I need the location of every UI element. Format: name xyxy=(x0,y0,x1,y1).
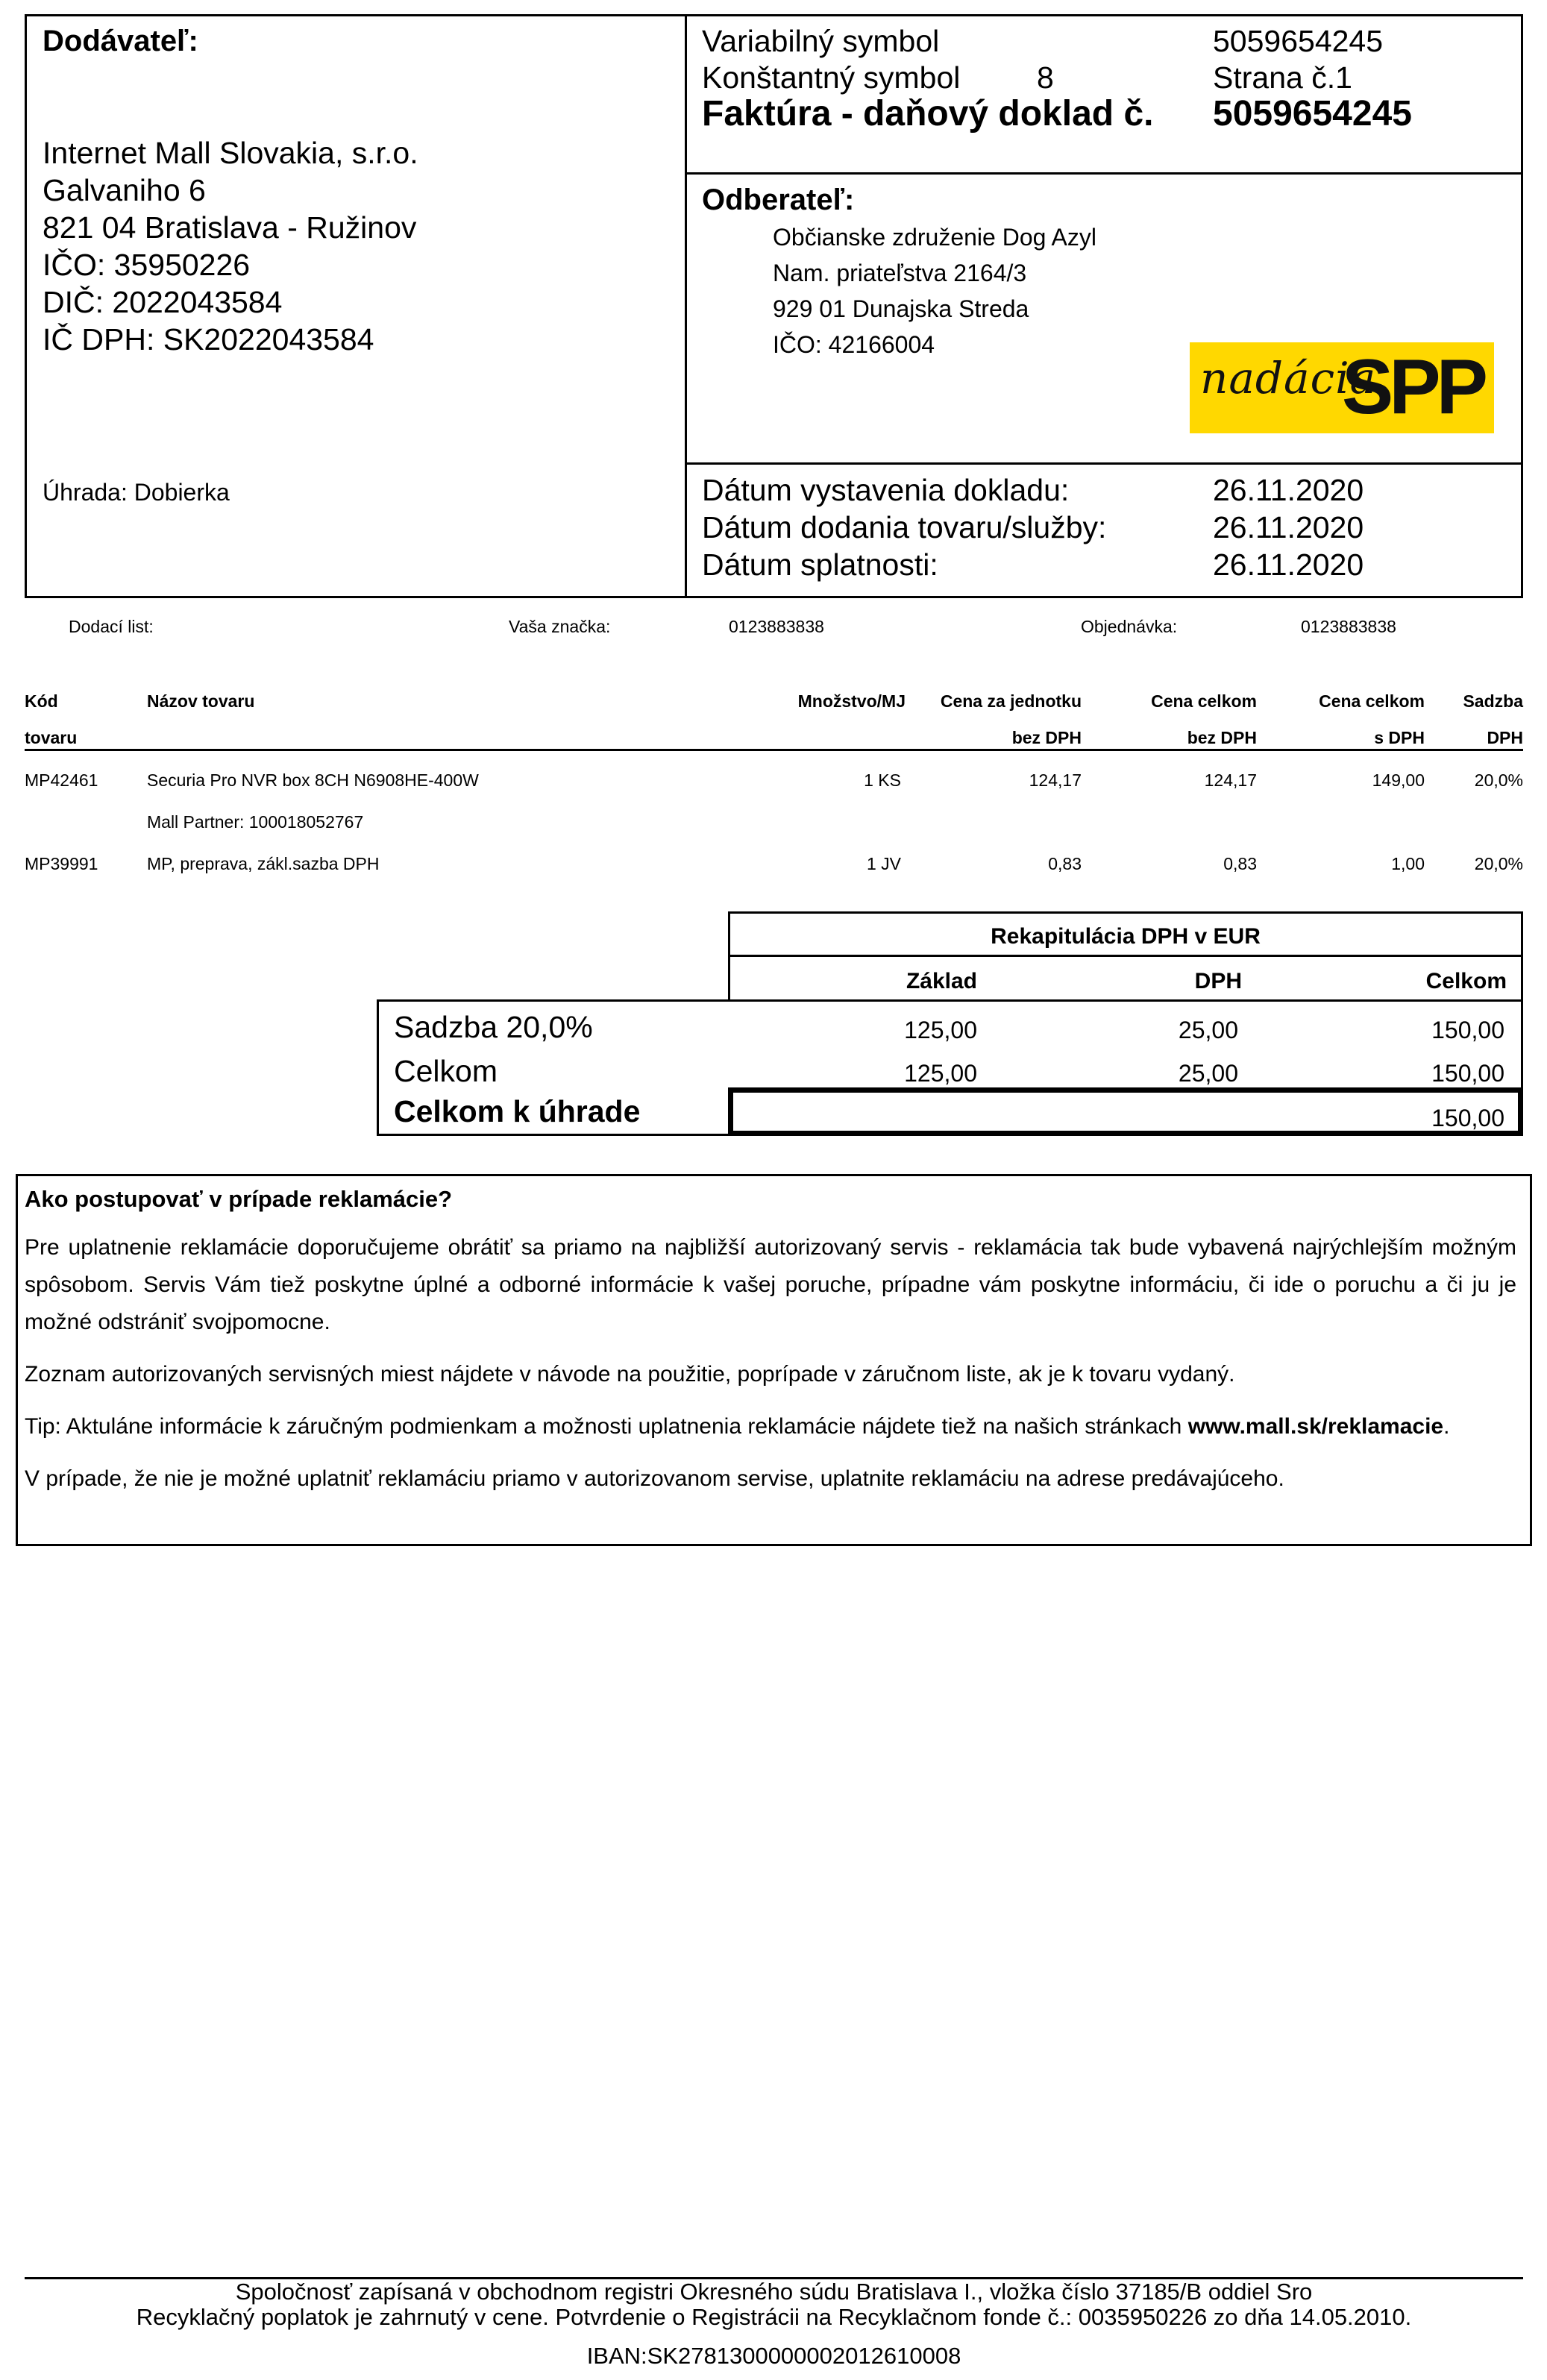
vat-row-base: 125,00 xyxy=(904,1017,977,1043)
const-symbol-value: 8 xyxy=(1037,60,1054,95)
const-symbol-label: Konštantný symbol xyxy=(702,60,961,95)
col-name: Názov tovaru xyxy=(147,691,255,711)
claims-paragraph-2: Zoznam autorizovaných servisných miest nájdete v návode na použitie, poprípade v záručnom liste, ak je k tovaru vydaný. xyxy=(25,1362,1235,1387)
items-header-rule xyxy=(25,749,1523,751)
row-vat-rate: 20,0% xyxy=(1474,854,1523,873)
claims-paragraph-3 xyxy=(25,1408,1516,1445)
date-delivery-value: 26.11.2020 xyxy=(1213,510,1364,544)
supplier-heading: Dodávateľ: xyxy=(43,25,198,57)
col-net-1: Cena celkom xyxy=(1151,691,1257,711)
header-rule-2 xyxy=(685,462,1523,465)
logo-script: nadácia xyxy=(1200,353,1377,404)
claims-paragraph-1: Pre uplatnenie reklamácie doporučujeme obrátiť sa priamo na najbližší autorizovaný servis - reklamácia tak bude vybavená najrýchlejším možným spôsobom. Servis Vám tiež poskytne úplné a odborné informácie k vašej poruche, prípadne vám poskytne informáciu, či ide o poruchu a či ju je možné odstrániť svojpomocne. xyxy=(25,1235,1516,1334)
row-net-total: 0,83 xyxy=(1223,854,1257,873)
invoice-title: Faktúra - daňový doklad č. xyxy=(702,94,1154,134)
var-symbol-label: Variabilný symbol xyxy=(702,24,940,58)
vat-summary-title-rule xyxy=(728,955,1523,957)
row-code: MP39991 xyxy=(25,854,98,873)
vat-row-total: 150,00 xyxy=(1431,1060,1504,1087)
claims-tip-text: Tip: Aktuláne informácie k záručným podmienkam a možnosti uplatnenia reklamácie nájdete tiež na našich stránkach xyxy=(25,1414,1182,1439)
row-gross-total: 149,00 xyxy=(1372,770,1425,790)
amount-due-value: 150,00 xyxy=(1431,1105,1504,1131)
supplier-ico: IČO: 35950226 xyxy=(43,248,251,282)
vat-col-total: Celkom xyxy=(1425,969,1507,993)
amount-due-label: Celkom k úhrade xyxy=(394,1094,641,1128)
header-divider xyxy=(685,14,687,598)
claims-paragraph-4: V prípade, že nie je možné uplatniť reklamáciu priamo v autorizovanom servise, uplatnite reklamáciu na adrese predávajúceho. xyxy=(25,1466,1284,1491)
col-rate-1: Sadzba xyxy=(1463,691,1523,711)
vat-summary-title: Rekapitulácia DPH v EUR xyxy=(991,924,1261,949)
order-value: 0123883838 xyxy=(1301,617,1396,636)
vat-col-vat: DPH xyxy=(1194,969,1242,993)
row-name: Securia Pro NVR box 8CH N6908HE-400W xyxy=(147,770,479,790)
footer-iban: IBAN:SK2781300000002012610008 xyxy=(586,2343,961,2369)
vat-col-base: Základ xyxy=(906,969,977,993)
row-name: Mall Partner: 100018052767 xyxy=(147,812,364,832)
customer-ico: IČO: 42166004 xyxy=(773,331,935,358)
col-unit-1: Cena za jednotku xyxy=(940,691,1082,711)
vat-row-label: Celkom xyxy=(394,1054,498,1088)
payment-method: Úhrada: Dobierka xyxy=(43,479,230,506)
vat-row-vat: 25,00 xyxy=(1178,1017,1238,1043)
header-rule-1 xyxy=(685,172,1523,175)
claims-heading: Ako postupovať v prípade reklamácie? xyxy=(25,1186,453,1212)
col-unit-2: bez DPH xyxy=(1011,728,1082,747)
invoice-number: 5059654245 xyxy=(1213,94,1412,134)
claims-link[interactable]: www.mall.sk/reklamacie xyxy=(1187,1414,1444,1439)
var-symbol-value: 5059654245 xyxy=(1213,24,1384,58)
logo-mark: SPP xyxy=(1341,344,1484,430)
supplier-address xyxy=(43,134,418,358)
date-delivery-label: Dátum dodania tovaru/služby: xyxy=(702,510,1107,544)
customer-street: Nam. priateľstva 2164/3 xyxy=(773,260,1027,286)
vat-row-vat: 25,00 xyxy=(1178,1060,1238,1087)
customer-name: Občianske združenie Dog Azyl xyxy=(773,224,1096,251)
supplier-icdph: IČ DPH: SK2022043584 xyxy=(43,322,374,357)
row-unit-price: 124,17 xyxy=(1029,770,1082,790)
col-qty: Množstvo/MJ xyxy=(797,691,906,711)
footer-recycling: Recyklačný poplatok je zahrnutý v cene. Potvrdenie o Registrácii na Recyklačnom fonde č.: 0035950226 zo dňa 14.05.2010. xyxy=(136,2304,1412,2330)
your-ref-value: 0123883838 xyxy=(729,617,824,636)
col-gross-2: s DPH xyxy=(1374,728,1425,747)
row-qty: 1 JV xyxy=(866,854,901,873)
date-due-label: Dátum splatnosti: xyxy=(702,547,938,582)
page-number: Strana č.1 xyxy=(1213,60,1352,95)
col-code-1: Kód xyxy=(25,691,58,711)
footer-registry: Spoločnosť zapísaná v obchodnom registri Okresného súdu Bratislava I., vložka číslo 37185/B oddiel Sro xyxy=(235,2279,1313,2305)
row-code: MP42461 xyxy=(25,770,98,790)
row-name: MP, preprava, zákl.sazba DPH xyxy=(147,854,380,873)
supplier-street: Galvaniho 6 xyxy=(43,173,206,207)
supplier-name: Internet Mall Slovakia, s.r.o. xyxy=(43,136,418,170)
claims-content xyxy=(25,1183,1516,1498)
your-ref-label: Vaša značka: xyxy=(509,617,611,636)
claims-tip-end: . xyxy=(1443,1414,1450,1439)
customer-address xyxy=(773,219,1096,362)
col-net-2: bez DPH xyxy=(1187,728,1257,747)
col-rate-2: DPH xyxy=(1487,728,1523,747)
row-unit-price: 0,83 xyxy=(1048,854,1082,873)
row-vat-rate: 20,0% xyxy=(1474,770,1523,790)
vat-row-base: 125,00 xyxy=(904,1060,977,1087)
date-issued-label: Dátum vystavenia dokladu: xyxy=(702,473,1070,507)
date-due-value: 26.11.2020 xyxy=(1213,547,1364,582)
date-issued-value: 26.11.2020 xyxy=(1213,473,1364,507)
col-gross-1: Cena celkom xyxy=(1319,691,1425,711)
order-label: Objednávka: xyxy=(1081,617,1178,636)
customer-city: 929 01 Dunajska Streda xyxy=(773,295,1029,322)
delivery-note-label: Dodací list: xyxy=(69,617,154,636)
nadacia-spp-logo xyxy=(1190,342,1494,433)
customer-heading: Odberateľ: xyxy=(702,183,855,216)
vat-row-label: Sadzba 20,0% xyxy=(394,1010,593,1044)
col-code-2: tovaru xyxy=(25,728,78,747)
vat-row-total: 150,00 xyxy=(1431,1017,1504,1043)
supplier-city: 821 04 Bratislava - Ružinov xyxy=(43,210,417,245)
row-net-total: 124,17 xyxy=(1204,770,1257,790)
row-qty: 1 KS xyxy=(864,770,901,790)
supplier-dic: DIČ: 2022043584 xyxy=(43,285,283,319)
row-gross-total: 1,00 xyxy=(1391,854,1425,873)
